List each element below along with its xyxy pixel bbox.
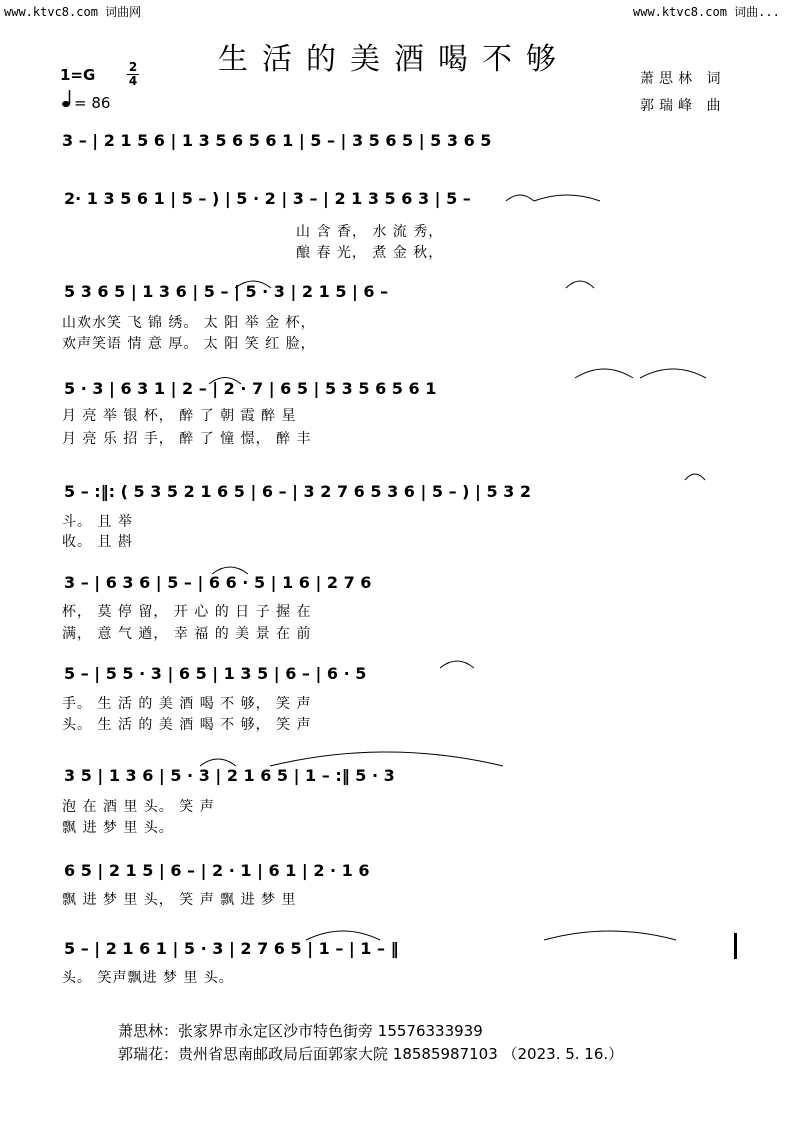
lyric-line-2b: 酿 春 光， 煮 金 秋， xyxy=(296,245,444,261)
lyric-line-5a: 斗。 且 举 xyxy=(62,514,133,530)
watermark-left: www.ktvc8.com 词曲网 xyxy=(4,5,142,19)
lyric-line-4b: 月 亮 乐 招 手， 醉 了 憧 憬， 醉 丰 xyxy=(62,431,312,447)
lyric-line-3a: 山欢水笑 飞 锦 绣。 太 阳 举 金 杯， xyxy=(62,315,316,331)
lyric-line-8a: 泡 在 酒 里 头。 笑 声 xyxy=(62,799,215,815)
composer-credit: 郭瑞峰 曲 xyxy=(640,98,726,114)
lyric-line-8b: 飘 进 梦 里 头。 xyxy=(62,820,174,836)
lyric-line-10a: 头。 笑声飘进 梦 里 头。 xyxy=(62,970,234,986)
song-title: 生活的美酒喝不够 xyxy=(218,42,570,77)
lyric-line-6a: 杯， 莫 停 留， 开 心 的 日 子 握 在 xyxy=(62,604,312,620)
lyricist-credit: 萧思林 词 xyxy=(640,71,726,87)
lyric-line-5b: 收。 且 斟 xyxy=(62,534,133,550)
footer-line-2: 郭瑞花：贵州省思南邮政局后面郭家大院 18585987103 （2023. 5. 16.） xyxy=(118,1045,624,1063)
notes-line-2: 2· 1 3 5 6 1 | 5 – ) | 5 · 2 | 3 – | 2 1 3 5 6 3 | 5 – xyxy=(64,189,471,208)
time-top: 2 xyxy=(128,60,138,74)
slur-icon xyxy=(209,378,241,385)
slur-icon xyxy=(506,195,534,201)
slur-icon xyxy=(440,661,474,668)
lyric-line-3b: 欢声笑语 情 意 厚。 太 阳 笑 红 脸， xyxy=(62,336,316,352)
lyric-line-7a: 手。 生 活 的 美 酒 喝 不 够， 笑 声 xyxy=(62,696,312,712)
slur-icon xyxy=(200,759,236,766)
slur-icon xyxy=(566,281,594,288)
slur-icon xyxy=(212,567,248,574)
lyric-line-4a: 月 亮 举 银 杯， 醉 了 朝 霞 醉 星 xyxy=(62,408,297,424)
lyric-line-9a: 飘 进 梦 里 头， 笑 声 飘 进 梦 里 xyxy=(62,892,297,908)
footer-line-1: 萧思林：张家界市永定区沙市特色街旁 15576333939 xyxy=(118,1022,483,1040)
slur-icon xyxy=(575,369,633,378)
lyric-line-7b: 头。 生 活 的 美 酒 喝 不 够， 笑 声 xyxy=(62,717,312,733)
slur-icon xyxy=(640,369,706,378)
time-bottom: 4 xyxy=(128,74,138,88)
slur-icon xyxy=(270,752,503,766)
notes-line-7: 5 – | 5 5 · 3 | 6 5 | 1 3 5 | 6 – | 6 · 5 xyxy=(64,664,367,683)
slur-icon xyxy=(685,474,705,480)
lyric-line-6b: 满， 意 气 遒， 幸 福 的 美 景 在 前 xyxy=(62,626,312,642)
notes-line-6: 3 – | 6 3 6 | 5 – | 6 6 · 5 | 1 6 | 2 7 6 xyxy=(64,573,372,592)
notes-line-4: 5 · 3 | 6 3 1 | 2 – | 2 · 7 | 6 5 | 5 3 5 6 5 6 1 xyxy=(64,379,437,398)
notes-line-5: 5 – :‖: ( 5 3 5 2 1 6 5 | 6 – | 3 2 7 6 5 3 6 | 5 – ) | 5 3 2 xyxy=(64,482,531,501)
notes-line-1: 3 – | 2 1 5 6 | 1 3 5 6 5 6 1 | 5 – | 3 5 6 5 | 5 3 6 5 xyxy=(62,131,492,150)
slur-icon xyxy=(544,931,676,940)
slur-icon xyxy=(306,931,380,940)
notes-line-10: 5 – | 2 1 6 1 | 5 · 3 | 2 7 6 5 | 1 – | 1 – ‖ xyxy=(64,939,399,958)
notes-line-9: 6 5 | 2 1 5 | 6 – | 2 · 1 | 6 1 | 2 · 1 6 xyxy=(64,861,370,880)
notes-line-3: 5 3 6 5 | 1 3 6 | 5 – | 5 · 3 | 2 1 5 | 6 – xyxy=(64,282,389,301)
slur-icon xyxy=(534,195,600,201)
key-signature: 1=G xyxy=(60,66,96,84)
notes-line-8: 3 5 | 1 3 6 | 5 · 3 | 2 1 6 5 | 1 – :‖ 5 · 3 xyxy=(64,766,395,785)
slur-icon xyxy=(235,281,271,288)
lyric-line-2a: 山 含 香， 水 流 秀， xyxy=(296,224,444,240)
watermark-right: www.ktvc8.com 词曲... xyxy=(633,5,780,19)
tempo-mark: = 86 xyxy=(74,94,111,112)
